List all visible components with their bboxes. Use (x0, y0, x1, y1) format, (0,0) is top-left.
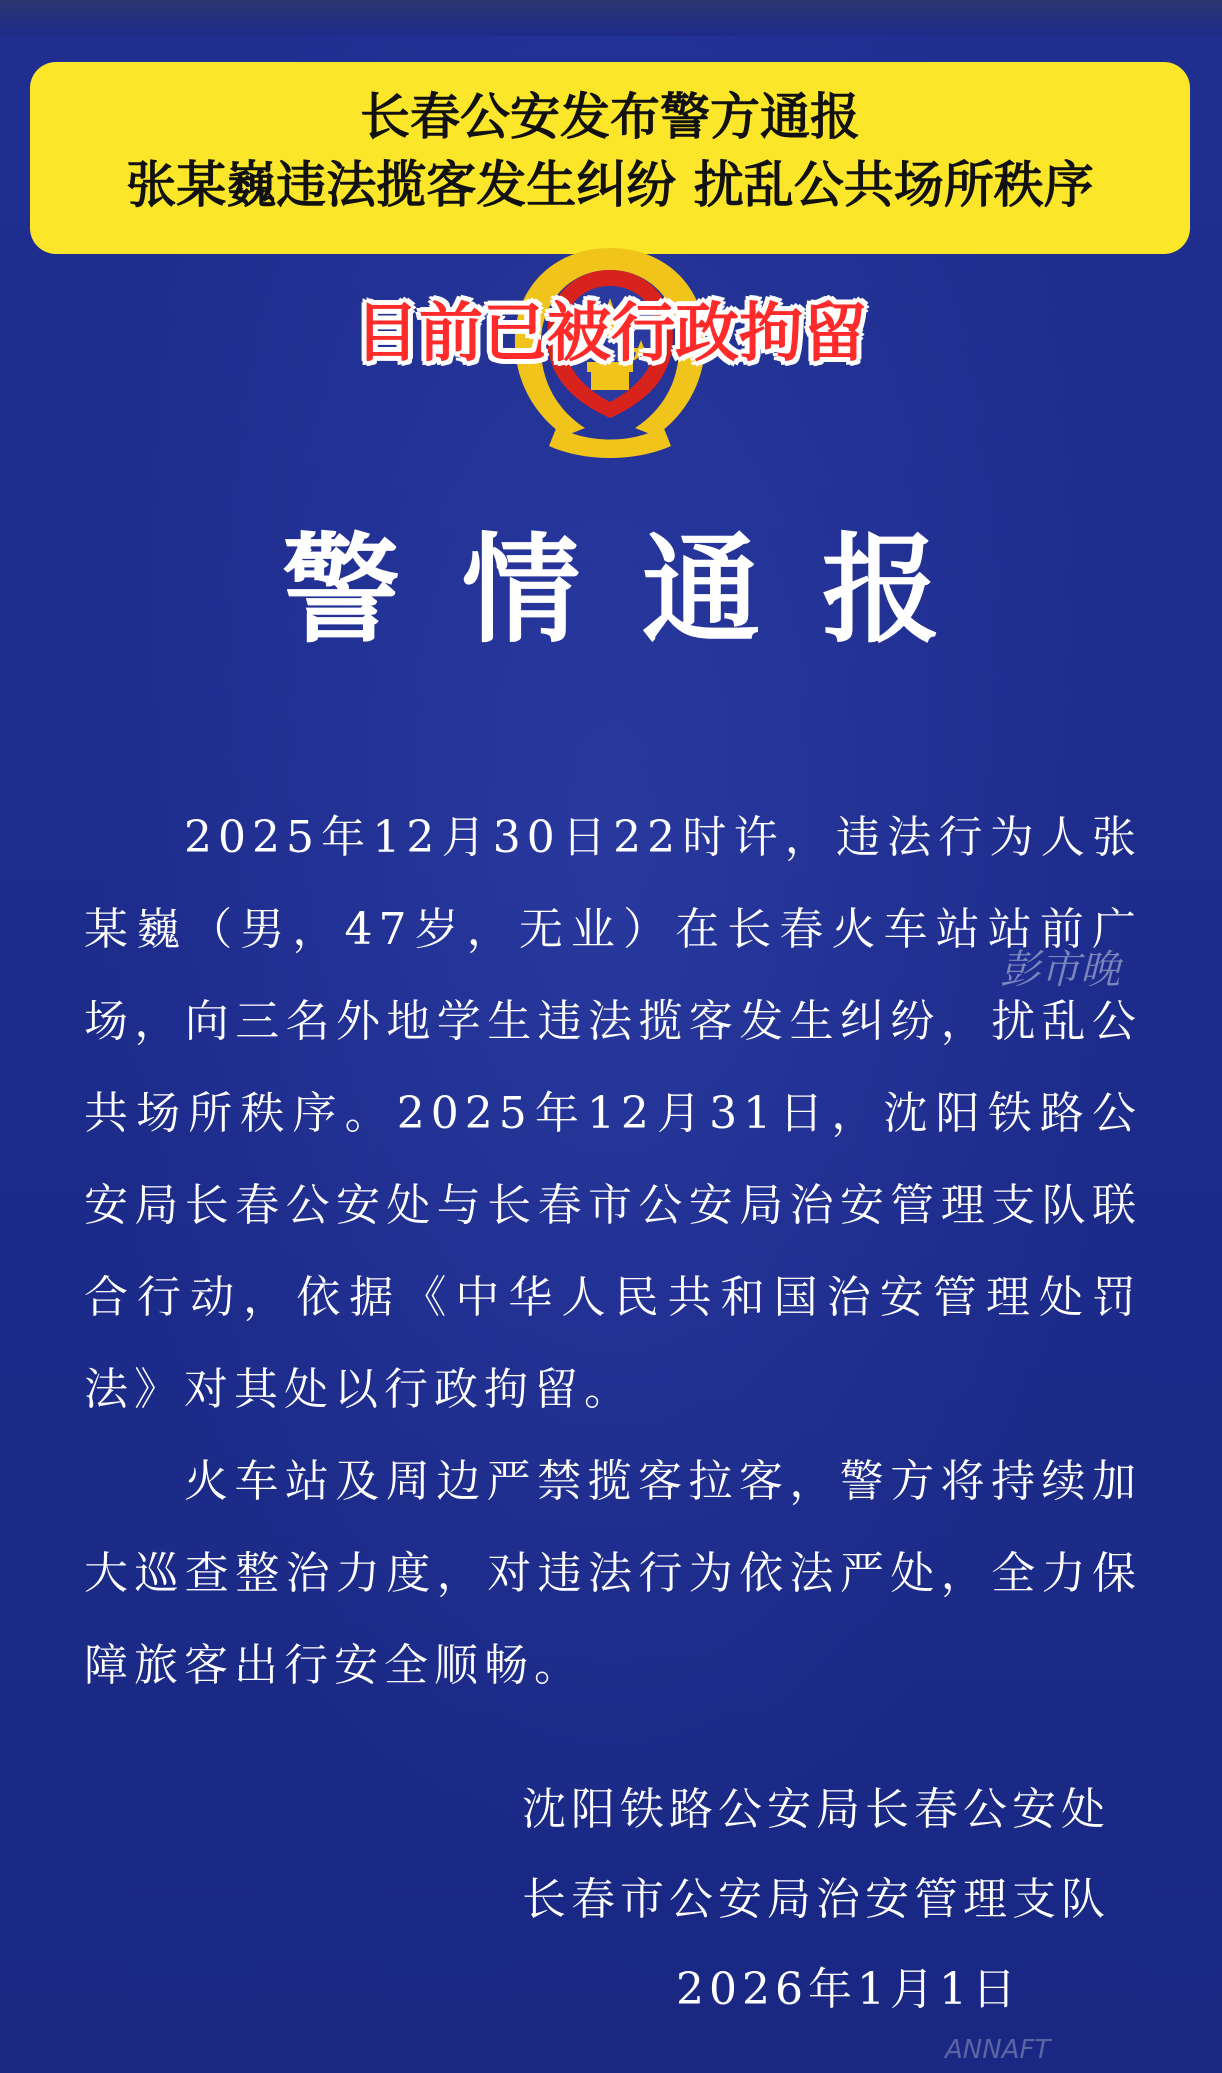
body-paragraph-1: 2025年12月30日22时许，违法行为人张某巍（男，47岁，无业）在长春火车站站前广场，向三名外地学生违法揽客发生纠纷，扰乱公共场所秩序。2025年12月31日，沈阳铁路公安局长春公安处与长春市公安局治安管理支队联合行动，依据《中华人民共和国治安管理处罚法》对其处以行政拘留。 (84, 812, 1142, 1415)
top-strip (0, 0, 1222, 36)
body-paragraph-2: 火车站及周边严禁揽客拉客，警方将持续加大巡查整治力度，对违法行为依法严处，全力保障旅客出行安全顺畅。 (84, 1456, 1142, 1691)
headline-banner (30, 62, 1190, 254)
bottom-watermark: ANNAFT (945, 2035, 1051, 2065)
document-title: 警情通报 (281, 520, 1002, 659)
detention-subtitle: 目前已被行政拘留 (355, 297, 867, 371)
watermark-text: 彭市晚 (1000, 947, 1120, 993)
notice-body (84, 792, 1142, 1712)
headline-line-2: 张某巍违法揽客发生纠纷 扰乱公共场所秩序 (126, 156, 1094, 214)
signature-org-railway: 沈阳铁路公安局长春公安处 (522, 1784, 1110, 1835)
signature-org-city: 长春市公安局治安管理支队 (522, 1874, 1110, 1925)
headline-line-1: 长春公安发布警方通报 (360, 88, 860, 146)
signature-date: 2026年1月1日 (676, 1964, 1021, 2015)
